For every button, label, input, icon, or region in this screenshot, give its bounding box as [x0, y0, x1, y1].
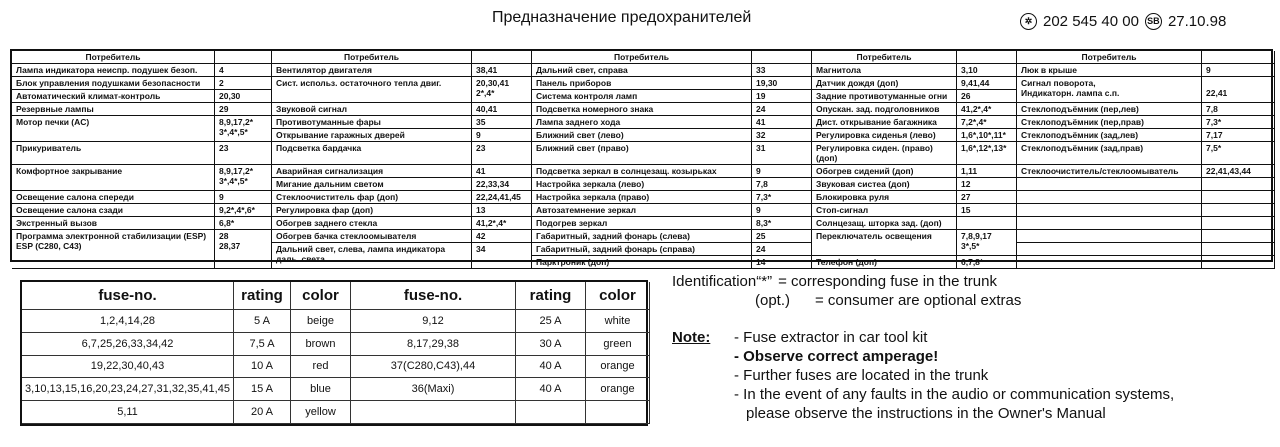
mercedes-star-icon: ✲	[1020, 13, 1037, 30]
consumer-name: Парктроник (доп)	[532, 256, 752, 269]
fuse-color: beige	[291, 310, 351, 333]
consumer-column-header: Потребитель	[532, 51, 752, 64]
fuse-numbers: 9,2*,4*,6*	[215, 204, 272, 217]
fuse-numbers: 1,6*,12*,13*	[957, 142, 1017, 165]
fuse-numbers: 6,7,25,26,33,34,42	[22, 333, 234, 356]
fuse-numbers: 7,8	[1202, 103, 1275, 116]
fuse-numbers: 13	[472, 204, 532, 217]
fuse-numbers	[1202, 191, 1275, 204]
part-number: 202 545 40 00	[1043, 13, 1139, 30]
fuse-color: white	[586, 310, 650, 333]
fuse-numbers: 40,41	[472, 103, 532, 116]
consumer-name: Ближний свет (лево)	[532, 129, 752, 142]
fuse-numbers: 28 28,37	[215, 230, 272, 269]
consumer-name: Стеклоочиститель/стеклоомыватель	[1017, 165, 1202, 178]
part-number-block	[1020, 13, 1226, 30]
fuse-numbers: 22,33,34	[472, 178, 532, 191]
fuse-color: green	[586, 333, 650, 356]
consumer-name: Датчик дождя (доп)	[812, 77, 957, 90]
fuse-numbers: 27	[957, 191, 1017, 204]
consumer-name: Лампа индикатора неиспр. подушек безоп.	[12, 64, 215, 77]
fuse-numbers	[1202, 243, 1275, 256]
fuse-numbers: 8,3*	[752, 217, 812, 230]
fuse-column-header	[752, 51, 812, 64]
fuse-numbers: 8,17,29,38	[351, 333, 516, 356]
fuse-rating: 30 A	[516, 333, 586, 356]
fuse-column-header	[1202, 51, 1275, 64]
fuse-table-header: fuse-no.	[22, 282, 234, 310]
fuse-numbers: 38,41	[472, 64, 532, 77]
consumer-name	[1017, 217, 1202, 230]
fuse-numbers: 1,11	[957, 165, 1017, 178]
consumer-name	[1017, 230, 1202, 243]
fuse-numbers: 4	[215, 64, 272, 77]
consumer-fuse-table	[10, 49, 1273, 267]
fuse-numbers: 7,2*,4*	[957, 116, 1017, 129]
fuse-numbers: 1,6*,10*,11*	[957, 129, 1017, 142]
consumer-name: Дальний свет, слева, лампа индикатора даль. света	[272, 243, 472, 269]
page-title: Предназначение предохранителей	[492, 9, 752, 26]
fuse-rating: 10 A	[234, 356, 291, 379]
fuse-numbers: 31	[752, 142, 812, 165]
fuse-rating: 25 A	[516, 310, 586, 333]
consumer-name: Переключатель освещения	[812, 230, 957, 256]
consumer-name: Магнитола	[812, 64, 957, 77]
identification-mark: “*”	[756, 273, 773, 290]
sb-badge-icon: SB	[1145, 13, 1162, 30]
fuse-numbers: 23	[215, 142, 272, 165]
consumer-name: Стеклоподъёмник (зад,прав)	[1017, 142, 1202, 165]
fuse-numbers: 22,41	[1202, 77, 1275, 103]
consumer-name	[1017, 243, 1202, 256]
fuse-numbers: 12	[957, 178, 1017, 191]
consumer-name	[1017, 256, 1202, 269]
fuse-numbers: 22,24,41,45	[472, 191, 532, 204]
fuse-numbers: 7,17	[1202, 129, 1275, 142]
consumer-name: Блокировка руля	[812, 191, 957, 204]
fuse-numbers: 9	[215, 191, 272, 204]
fuse-numbers: 3,10,13,15,16,20,23,24,27,31,32,35,41,45	[22, 378, 234, 401]
consumer-name: Противотуманные фары	[272, 116, 472, 129]
fuse-numbers: 23	[472, 142, 532, 165]
fuse-numbers: 9,41,44	[957, 77, 1017, 90]
fuse-numbers: 7,3*	[1202, 116, 1275, 129]
fuse-numbers: 9,12	[351, 310, 516, 333]
fuse-color: orange	[586, 378, 650, 401]
consumer-name	[1017, 178, 1202, 191]
fuse-rating: 7,5 A	[234, 333, 291, 356]
consumer-name: Комфортное закрывание	[12, 165, 215, 191]
identification-label: Identification	[672, 273, 757, 290]
fuse-numbers: 29	[215, 103, 272, 116]
consumer-name: Вентилятор двигателя	[272, 64, 472, 77]
note-item: - Fuse extractor in car tool kit	[734, 329, 928, 346]
fuse-numbers: 3,10	[957, 64, 1017, 77]
fuse-numbers: 41,2*,4*	[957, 103, 1017, 116]
fuse-numbers: 19,30	[752, 77, 812, 90]
consumer-name: Стоп-сигнал	[812, 204, 957, 217]
consumer-name: Сигнал поворота, Индикаторн. лампа с.п.	[1017, 77, 1202, 103]
consumer-name: Обогрев бачка стеклоомывателя	[272, 230, 472, 243]
consumer-name: Программа электронной стабилизации (ESP) ESP (C280, C43)	[12, 230, 215, 269]
consumer-name: Открывание гаражных дверей	[272, 129, 472, 142]
note-item: please observe the instructions in the Owner's Manual	[746, 405, 1106, 422]
consumer-name: Стеклоподъёмник (пер,прав)	[1017, 116, 1202, 129]
fuse-numbers: 15	[957, 204, 1017, 217]
note-item: - Further fuses are located in the trunk	[734, 367, 989, 384]
consumer-name: Подсветка зеркал в солнцезащ. козырьках	[532, 165, 752, 178]
notes-block	[672, 272, 1174, 423]
fuse-numbers: 33	[752, 64, 812, 77]
consumer-name: Мигание дальним светом	[272, 178, 472, 191]
consumer-name: Мотор печки (AC)	[12, 116, 215, 142]
fuse-numbers: 6,7,8*	[957, 256, 1017, 269]
consumer-name: Система контроля ламп	[532, 90, 752, 103]
fuse-numbers: 9	[472, 129, 532, 142]
fuse-color	[586, 401, 650, 424]
fuse-numbers	[1202, 204, 1275, 217]
fuse-numbers: 8,9,17,2* 3*,4*,5*	[215, 116, 272, 142]
fuse-rating: 40 A	[516, 356, 586, 379]
consumer-name: Подсветка номерного знака	[532, 103, 752, 116]
fuse-numbers: 7,8,9,17 3*,5*	[957, 230, 1017, 256]
fuse-color: red	[291, 356, 351, 379]
consumer-name: Солнцезащ. шторка зад. (доп)	[812, 217, 957, 230]
fuse-table-header: color	[291, 282, 351, 310]
fuse-numbers: 7,5*	[1202, 142, 1275, 165]
consumer-name: Аварийная сигнализация	[272, 165, 472, 178]
fuse-table-header: fuse-no.	[351, 282, 516, 310]
consumer-name: Лампа заднего хода	[532, 116, 752, 129]
consumer-name: Стеклоподъёмник (зад,лев)	[1017, 129, 1202, 142]
consumer-name: Сист. использ. остаточного тепла двиг.	[272, 77, 472, 103]
fuse-numbers: 5,11	[22, 401, 234, 424]
fuse-numbers: 35	[472, 116, 532, 129]
fuse-numbers: 41,2*,4*	[472, 217, 532, 230]
fuse-numbers: 22,41,43,44	[1202, 165, 1275, 178]
consumer-name: Освещение салона сзади	[12, 204, 215, 217]
fuse-numbers: 26	[957, 90, 1017, 103]
fuse-numbers: 25	[752, 230, 812, 243]
consumer-name: Стеклоподъёмник (пер,лев)	[1017, 103, 1202, 116]
consumer-name: Люк в крыше	[1017, 64, 1202, 77]
fuse-numbers: 14	[752, 256, 812, 269]
consumer-name: Стеклоочиститель фар (доп)	[272, 191, 472, 204]
fuse-color: orange	[586, 356, 650, 379]
fuse-color: yellow	[291, 401, 351, 424]
consumer-name: Настройка зеркала (право)	[532, 191, 752, 204]
consumer-name: Звуковая систеа (доп)	[812, 178, 957, 191]
fuse-table-header: rating	[516, 282, 586, 310]
consumer-name: Звуковой сигнал	[272, 103, 472, 116]
consumer-name: Опускан. зад. подголовников	[812, 103, 957, 116]
consumer-name: Освещение салона спереди	[12, 191, 215, 204]
consumer-name: Подогрев зеркал	[532, 217, 752, 230]
document-date: 27.10.98	[1167, 13, 1227, 30]
fuse-numbers: 34	[472, 243, 532, 269]
fuse-numbers: 32	[752, 129, 812, 142]
fuse-color: brown	[291, 333, 351, 356]
consumer-name: Габаритный, задний фонарь (справа)	[532, 243, 752, 256]
fuse-numbers	[1202, 230, 1275, 243]
consumer-name: Ближний свет (право)	[532, 142, 752, 165]
consumer-name: Резервные лампы	[12, 103, 215, 116]
consumer-name: Дист. открывание багажника	[812, 116, 957, 129]
consumer-name: Регулировка сиденья (лево)	[812, 129, 957, 142]
note-item: - In the event of any faults in the audio or communication systems,	[734, 386, 1175, 403]
consumer-name: Дальний свет, справа	[532, 64, 752, 77]
fuse-numbers: 8,9,17,2* 3*,4*,5*	[215, 165, 272, 191]
opt-text: = consumer are optional extras	[815, 292, 1022, 309]
consumer-name: Задние противотуманные огни	[812, 90, 957, 103]
consumer-column-header: Потребитель	[272, 51, 472, 64]
fuse-numbers: 41	[752, 116, 812, 129]
fuse-numbers: 41	[472, 165, 532, 178]
consumer-name: Регулировка фар (доп)	[272, 204, 472, 217]
consumer-name: Обогрев сидений (доп)	[812, 165, 957, 178]
fuse-numbers: 20,30	[215, 90, 272, 103]
consumer-name: Автозатемнение зеркал	[532, 204, 752, 217]
fuse-numbers: 7,8	[752, 178, 812, 191]
consumer-column-header: Потребитель	[12, 51, 215, 64]
consumer-name: Блок управления подушками безопасности	[12, 77, 215, 90]
fuse-numbers: 1,2,4,14,28	[22, 310, 234, 333]
fuse-numbers: 9	[1202, 64, 1275, 77]
fuse-numbers: 7,3*	[752, 191, 812, 204]
consumer-name: Регулировка сиден. (право)(доп)	[812, 142, 957, 165]
consumer-name: Панель приборов	[532, 77, 752, 90]
fuse-numbers	[1202, 178, 1275, 191]
consumer-name: Подсветка бардачка	[272, 142, 472, 165]
fuse-numbers: 2	[215, 77, 272, 90]
consumer-name: Настройка зеркала (лево)	[532, 178, 752, 191]
note-label: Note:	[672, 329, 711, 346]
fuse-numbers: 42	[472, 230, 532, 243]
fuse-numbers: 36(Maxi)	[351, 378, 516, 401]
consumer-name: Прикуриватель	[12, 142, 215, 165]
fuse-rating: 5 A	[234, 310, 291, 333]
fuse-numbers: 19	[752, 90, 812, 103]
consumer-name: Габаритный, задний фонарь (слева)	[532, 230, 752, 243]
consumer-column-header: Потребитель	[812, 51, 957, 64]
fuse-column-header	[472, 51, 532, 64]
consumer-name	[1017, 204, 1202, 217]
fuse-rating: 40 A	[516, 378, 586, 401]
fuse-numbers: 37(C280,C43),44	[351, 356, 516, 379]
fuse-numbers: 19,22,30,40,43	[22, 356, 234, 379]
fuse-column-header	[957, 51, 1017, 64]
consumer-name: Телефон (доп)	[812, 256, 957, 269]
fuse-rating: 15 A	[234, 378, 291, 401]
note-item: - Observe correct amperage!	[734, 348, 939, 365]
fuse-numbers	[1202, 217, 1275, 230]
fuse-numbers	[351, 401, 516, 424]
consumer-name: Обогрев заднего стекла	[272, 217, 472, 230]
fuse-rating	[516, 401, 586, 424]
fuse-rating-table	[20, 280, 648, 426]
fuse-numbers: 6,8*	[215, 217, 272, 230]
fuse-numbers	[1202, 256, 1275, 269]
fuse-table-header: rating	[234, 282, 291, 310]
fuse-rating: 20 A	[234, 401, 291, 424]
fuse-column-header	[215, 51, 272, 64]
fuse-table-header: color	[586, 282, 650, 310]
identification-text: = corresponding fuse in the trunk	[778, 273, 997, 290]
consumer-name: Экстренный вызов	[12, 217, 215, 230]
fuse-numbers: 9	[752, 165, 812, 178]
fuse-numbers: 24	[752, 103, 812, 116]
opt-label: (opt.)	[755, 292, 791, 309]
consumer-column-header: Потребитель	[1017, 51, 1202, 64]
fuse-numbers: 20,30,41 2*,4*	[472, 77, 532, 103]
consumer-name: Автоматический климат-контроль	[12, 90, 215, 103]
fuse-numbers: 9	[752, 204, 812, 217]
fuse-numbers	[957, 217, 1017, 230]
fuse-numbers: 24	[752, 243, 812, 256]
fuse-color: blue	[291, 378, 351, 401]
consumer-name	[1017, 191, 1202, 204]
